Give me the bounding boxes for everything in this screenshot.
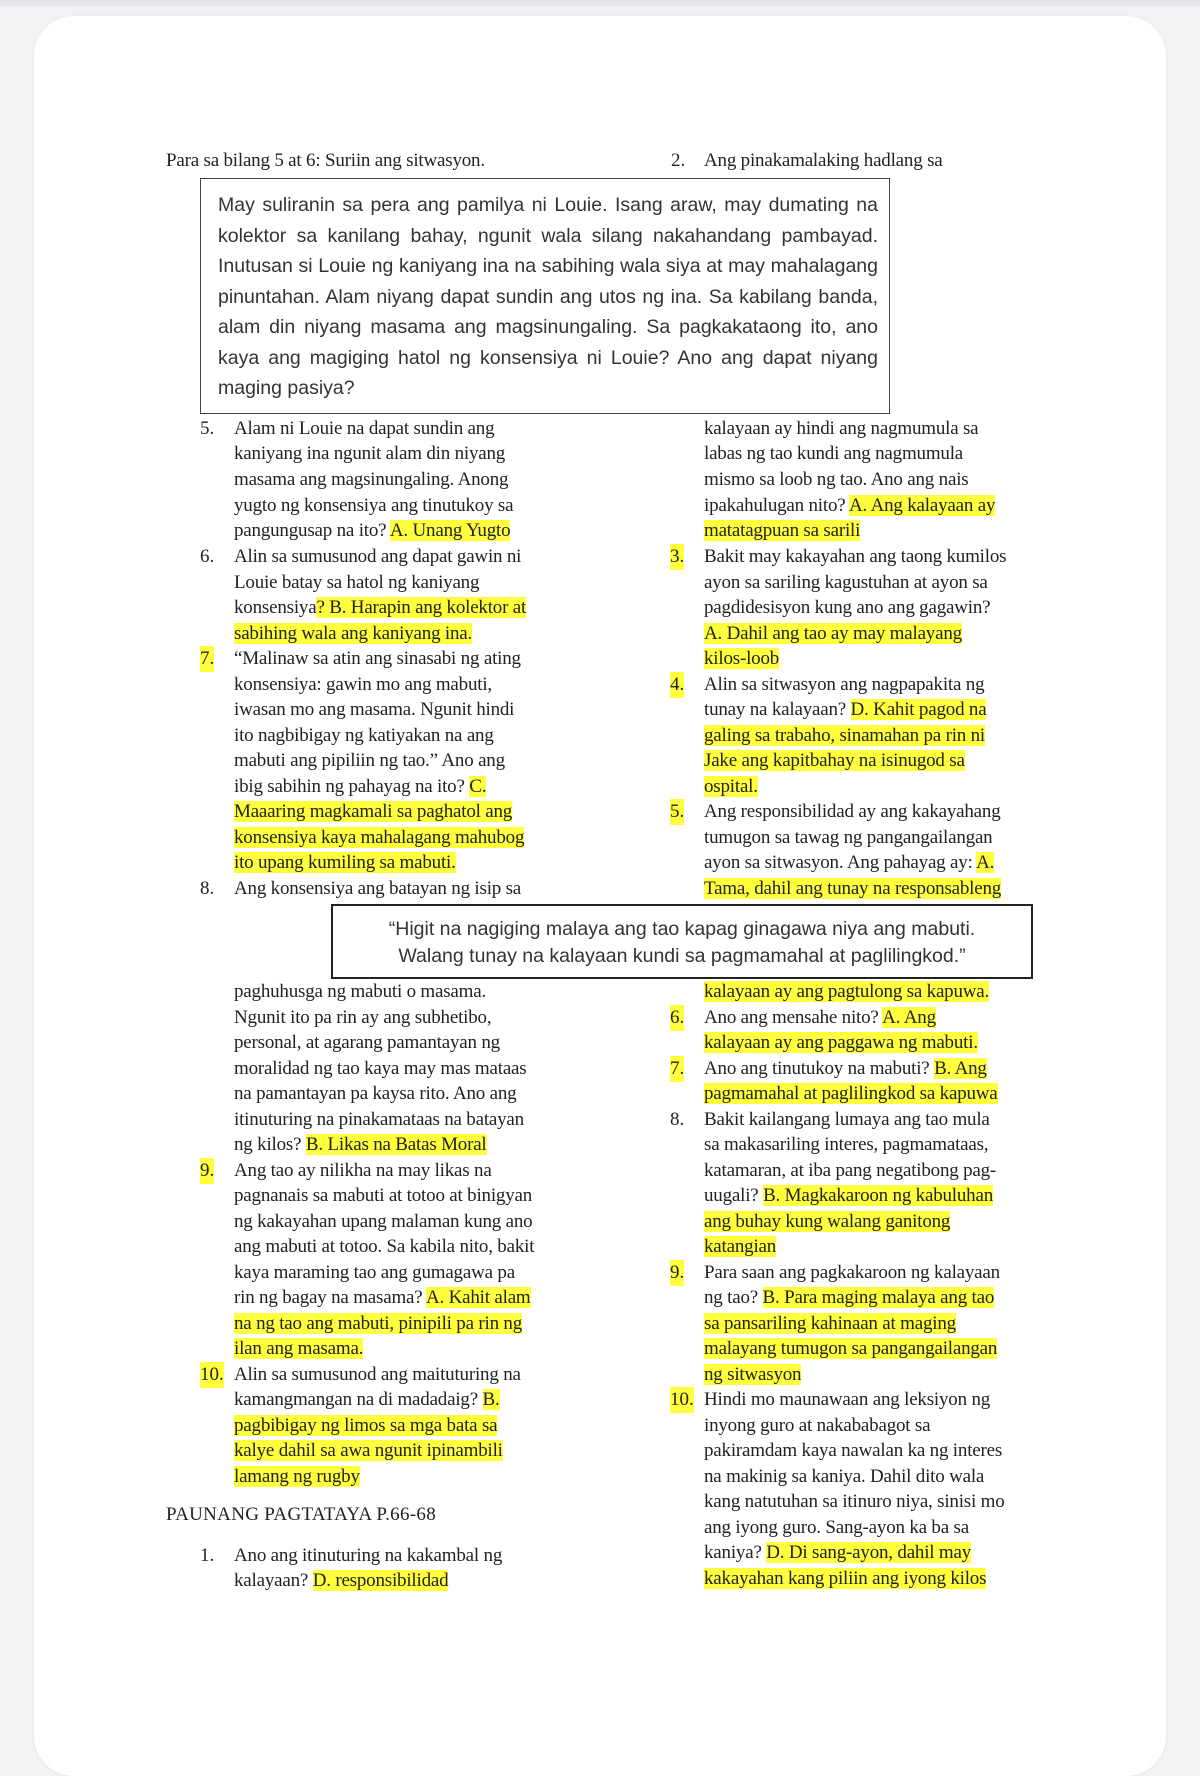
text-line <box>704 850 994 876</box>
text-line <box>704 1081 998 1107</box>
highlighted-answer: kalayaan ay ang paggawa ng mabuti. <box>704 1032 978 1053</box>
text-line <box>704 1311 956 1337</box>
text-line <box>234 1568 448 1594</box>
highlighted-answer: sabihing wala ang kaniyang ina. <box>234 623 473 644</box>
question-text: ng tao? <box>704 1287 763 1308</box>
question-text: kalayaan? <box>234 1570 313 1591</box>
text-line <box>234 799 512 825</box>
text-line: Alin sa sitwasyon ang nagpapakita ng <box>704 674 985 695</box>
item-number: 5. <box>670 799 684 825</box>
question-text: ayon sa sitwasyon. Ang pahayag ay: <box>704 852 977 873</box>
text-line <box>704 697 986 723</box>
text-line <box>234 1438 503 1464</box>
question-text: konsensiya <box>234 597 317 618</box>
text-line <box>704 1566 986 1592</box>
highlighted-answer: kalye dahil sa awa ngunit ipinambili <box>234 1440 503 1461</box>
highlighted-answer: B. Ang <box>934 1058 987 1079</box>
highlighted-answer: D. Kahit pagod na <box>850 699 987 720</box>
item-number: 8. <box>200 878 215 899</box>
highlighted-answer: pagbibigay ng limos sa mga bata sa <box>234 1415 498 1436</box>
text-line <box>704 1005 936 1031</box>
quote-text <box>333 916 1031 970</box>
text-line: katamaran, at iba pang negatibong pag- <box>704 1160 997 1181</box>
header-left: Para sa bilang 5 at 6: Suriin ang sitwasyon. <box>166 150 485 171</box>
question-text: tunay na kalayaan? <box>704 699 851 720</box>
quote-line-1: “Higit na nagiging malaya ang tao kapag ginagawa niya ang mabuti. <box>388 918 976 940</box>
text-line: personal, at agarang pamantayan ng <box>234 1032 500 1053</box>
section-heading: PAUNANG PAGTATAYA P.66-68 <box>166 1504 437 1525</box>
text-line: Louie batay sa hatol ng kaniyang <box>234 572 480 593</box>
highlighted-answer: lamang ng rugby <box>234 1466 360 1487</box>
highlighted-answer: ang buhay kung walang ganitong <box>704 1211 951 1232</box>
text-line <box>704 1540 971 1566</box>
text-line: Ngunit ito pa rin ay ang subhetibo, <box>234 1007 492 1028</box>
highlighted-answer: D. responsibilidad <box>312 1570 449 1591</box>
highlighted-answer: ito upang kumiling sa mabuti. <box>234 852 456 873</box>
text-line: Ang konsensiya ang batayan ng isip sa <box>234 878 522 899</box>
text-line: Alam ni Louie na dapat sundin ang <box>234 418 495 439</box>
highlighted-answer: na ng tao ang mabuti, pinipili pa rin ng <box>234 1313 523 1334</box>
highlighted-answer: B. Para maging malaya ang tao <box>762 1287 995 1308</box>
text-line: moralidad ng tao kaya may mas mataas <box>234 1058 527 1079</box>
question-text: pangungusap na ito? <box>234 520 390 541</box>
item-number: 7. <box>670 1056 684 1082</box>
text-line <box>234 621 472 647</box>
text-line: Bakit may kakayahan ang taong kumilos <box>704 546 1007 567</box>
text-line <box>234 595 526 621</box>
situation-text: May suliranin sa pera ang pamilya ni Louie. Isang araw, may dumating na kolektor sa kanilang bahay, ngunit wala silang nakahandang pambayad. Inutusan si Louie ng kaniyang ina na sabihing wala siya at may mahalagang pinuntahan. Alam niyang dapat sundin ang utos ng ina. Sa kabilang banda, alam din niyang masama ang magsinungaling. Sa pagkakataong ito, ano kaya ang magiging hatol ng konsensiya ni Louie? Ano ang dapat niyang maging pasiya? <box>218 194 878 399</box>
text-line <box>704 979 989 1005</box>
text-line <box>234 1132 487 1158</box>
text-line: kaya maraming tao ang gumagawa pa <box>234 1262 515 1283</box>
text-line: pagnanais sa mabuti at totoo at binigyan <box>234 1185 533 1206</box>
question-text: Ano ang mensahe nito? <box>704 1007 883 1028</box>
text-line <box>234 1311 522 1337</box>
highlighted-answer: ilan ang masama. <box>234 1338 364 1359</box>
text-line <box>704 1234 776 1260</box>
highlighted-answer: D. Di sang-ayon, dahil may <box>766 1542 972 1563</box>
highlighted-answer: Tama, dahil ang tunay na responsableng <box>704 878 1002 899</box>
header-number: 2. <box>671 150 686 171</box>
highlighted-answer: A. Unang Yugto <box>389 520 511 541</box>
text-line <box>704 1030 978 1056</box>
text-line <box>234 518 510 544</box>
text-line: tumugon sa tawag ng pangangailangan <box>704 827 993 848</box>
text-line: inyong guro at nakababagot sa <box>704 1415 931 1436</box>
text-line <box>234 1413 497 1439</box>
text-line <box>234 1387 500 1413</box>
text-line <box>704 646 779 672</box>
highlighted-answer: kakayahan kang piliin ang iyong kilos <box>704 1568 987 1589</box>
situation-box <box>200 178 890 414</box>
item-number: 1. <box>200 1545 215 1566</box>
question-text: ibig sabihin ng pahayag na ito? <box>234 776 470 797</box>
text-line: Hindi mo maunawaan ang leksiyon ng <box>704 1389 991 1410</box>
highlighted-answer: matatagpuan sa sarili <box>704 520 861 541</box>
text-line: Para saan ang pagkakaroon ng kalayaan <box>704 1262 1000 1283</box>
highlighted-answer: ? B. Harapin ang kolektor at <box>316 597 527 618</box>
text-line: ito nagbibigay ng katiyakan na ang <box>234 725 494 746</box>
question-text: uugali? <box>704 1185 764 1206</box>
question-text: Ano ang tinutukoy na mabuti? <box>704 1058 935 1079</box>
text-line <box>704 774 758 800</box>
text-line <box>704 493 995 519</box>
text-line <box>704 1285 994 1311</box>
text-line: Ano ang itinuturing na kakambal ng <box>234 1545 503 1566</box>
highlighted-answer: B. Likas na Batas Moral <box>305 1134 487 1155</box>
text-line <box>704 876 1001 902</box>
item-number: 3. <box>670 544 684 570</box>
text-line <box>234 774 486 800</box>
text-line: ng kakayahan upang malaman kung ano <box>234 1211 533 1232</box>
text-line: mismo sa loob ng tao. Ano ang nais <box>704 469 969 490</box>
item-number: 6. <box>200 546 215 567</box>
item-number: 4. <box>670 672 684 698</box>
text-line <box>704 1362 801 1388</box>
highlighted-answer: Maaaring magkamali sa paghatol ang <box>234 801 513 822</box>
text-line <box>704 518 860 544</box>
text-line: itinuturing na pinakamataas na batayan <box>234 1109 524 1130</box>
text-line <box>704 723 985 749</box>
question-text: rin ng bagay na masama? <box>234 1287 426 1308</box>
highlighted-answer: A. Dahil ang tao ay may malayang <box>704 623 962 644</box>
text-line <box>234 1285 531 1311</box>
text-line: sa makasariling interes, pagmamataas, <box>704 1134 989 1155</box>
highlighted-answer: malayang tumugon sa pangangailangan <box>704 1338 998 1359</box>
quote-box <box>331 904 1033 979</box>
item-number: 8. <box>670 1109 685 1130</box>
highlighted-answer: kilos-loob <box>704 648 780 669</box>
question-text: ipakahulugan nito? <box>704 495 849 516</box>
text-line <box>234 1336 363 1362</box>
text-line <box>704 1336 997 1362</box>
text-line <box>704 1183 993 1209</box>
text-line: ayon sa sariling kagustuhan at ayon sa <box>704 572 988 593</box>
highlighted-answer: galing sa trabaho, sinamahan pa rin ni <box>704 725 986 746</box>
text-line <box>234 850 456 876</box>
quote-line-2: Walang tunay na kalayaan kundi sa pagmamahal at paglilingkod.” <box>398 945 966 967</box>
text-line: pagdidesisyon kung ano ang gagawin? <box>704 597 991 618</box>
text-line <box>234 1464 360 1490</box>
header-right: Ang pinakamalaking hadlang sa <box>704 150 943 171</box>
text-line <box>234 825 524 851</box>
item-number: 7. <box>200 646 214 672</box>
text-line: Alin sa sumusunod ang dapat gawin ni <box>234 546 522 567</box>
highlighted-answer: ng sitwasyon <box>704 1364 802 1385</box>
item-number: 9. <box>670 1260 684 1286</box>
text-line: kaniyang ina ngunit alam din niyang <box>234 443 506 464</box>
highlighted-answer: C. <box>469 776 487 797</box>
highlighted-answer: B. <box>482 1389 500 1410</box>
text-line: Bakit kailangang lumaya ang tao mula <box>704 1109 990 1130</box>
item-number: 10. <box>670 1387 694 1413</box>
text-line: na makinig sa kaniya. Dahil dito wala <box>704 1466 985 1487</box>
text-line: ang mabuti at totoo. Sa kabila nito, bakit <box>234 1236 535 1257</box>
text-line: iwasan mo ang masama. Ngunit hindi <box>234 699 515 720</box>
text-line: masama ang magsinungaling. Anong <box>234 469 509 490</box>
text-line <box>704 748 965 774</box>
item-number: 9. <box>200 1158 214 1184</box>
highlighted-answer: A. <box>976 852 995 873</box>
text-line <box>704 1056 987 1082</box>
text-line: ang iyong guro. Sang-ayon ka ba sa <box>704 1517 969 1538</box>
text-line: pakiramdam kaya nawalan ka ng interes <box>704 1440 1003 1461</box>
highlighted-answer: pagmamahal at paglilingkod sa kapuwa <box>704 1083 998 1104</box>
text-line: Ang responsibilidad ay ang kakayahang <box>704 801 1001 822</box>
question-text: ng kilos? <box>234 1134 306 1155</box>
highlighted-answer: konsensiya kaya mahalagang mahubog <box>234 827 525 848</box>
highlighted-answer: A. Kahit alam <box>426 1287 531 1308</box>
text-line: kang natutuhan sa itinuro niya, sinisi mo <box>704 1491 1005 1512</box>
text-line: mabuti ang pipiliin ng tao.” Ano ang <box>234 750 505 771</box>
highlighted-answer: kalayaan ay ang pagtulong sa kapuwa. <box>704 981 990 1002</box>
highlighted-answer: katangian <box>704 1236 777 1257</box>
highlighted-answer: Jake ang kapitbahay na isinugod sa <box>704 750 965 771</box>
highlighted-answer: sa pansariling kahinaan at maging <box>704 1313 956 1334</box>
question-text: kaniya? <box>704 1542 767 1563</box>
highlighted-answer: B. Magkakaroon ng kabuluhan <box>763 1185 994 1206</box>
text-line: konsensiya: gawin mo ang mabuti, <box>234 674 492 695</box>
text-line <box>704 1209 950 1235</box>
item-number: 6. <box>670 1005 684 1031</box>
question-text: kamangmangan na di madadaig? <box>234 1389 483 1410</box>
text-line: Alin sa sumusunod ang maituturing na <box>234 1364 521 1385</box>
text-line: na pamantayan pa kaysa rito. Ano ang <box>234 1083 517 1104</box>
item-number: 5. <box>200 418 215 439</box>
text-line <box>704 621 962 647</box>
text-line: labas ng tao kundi ang nagmumula <box>704 443 964 464</box>
highlighted-answer: A. Ang <box>882 1007 936 1028</box>
text-line: “Malinaw sa atin ang sinasabi ng ating <box>234 648 521 669</box>
text-line: paghuhusga ng mabuti o masama. <box>234 981 487 1002</box>
text-line: yugto ng konsensiya ang tinutukoy sa <box>234 495 514 516</box>
item-number: 10. <box>200 1362 224 1388</box>
text-line: kalayaan ay hindi ang nagmumula sa <box>704 418 979 439</box>
highlighted-answer: ospital. <box>704 776 758 797</box>
text-line: Ang tao ay nilikha na may likas na <box>234 1160 492 1181</box>
highlighted-answer: A. Ang kalayaan ay <box>849 495 996 516</box>
